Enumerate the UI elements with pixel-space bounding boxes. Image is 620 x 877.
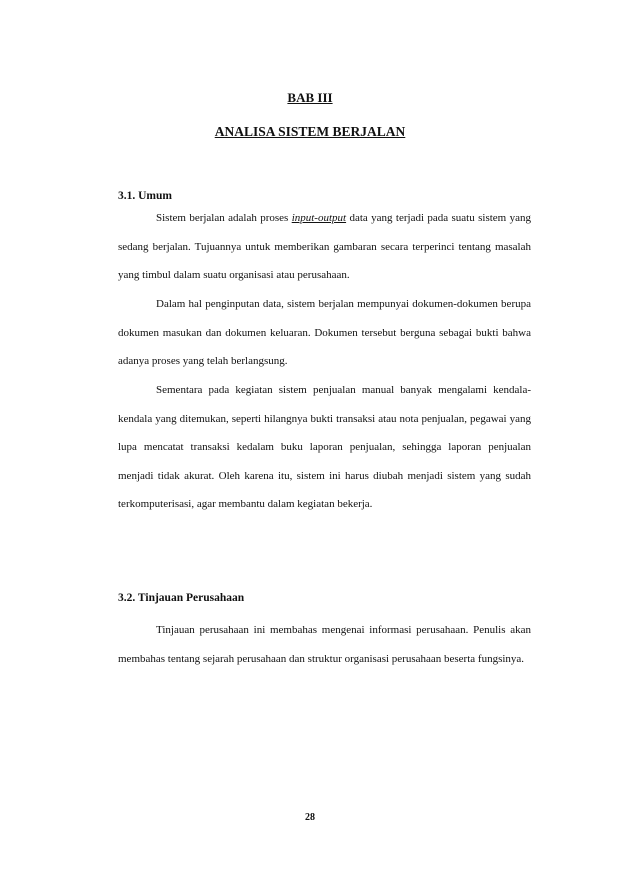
section-heading-umum: 3.1. Umum: [118, 190, 172, 202]
paragraph-penginputan-data: [118, 290, 531, 376]
paragraph-tinjauan-perusahaan: [118, 616, 531, 673]
chapter-title: ANALISA SISTEM BERJALAN: [214, 124, 406, 139]
paragraph-text: Tinjauan perusahaan ini membahas mengenai informasi perusahaan. Penulis akan membahas tentang sejarah perusahaan dan struktur organisasi perusahaan beserta fungsinya.: [118, 624, 531, 665]
paragraph-text: Sementara pada kegiatan sistem penjualan manual banyak mengalami kendala-kendala yang ditemukan, seperti hilangnya bukti transaksi atau nota penjualan, pegawai yang lupa mencatat transaksi kedalam buku laporan penjualan, sehingga laporan penjualan menjadi tidak akurat. Oleh karena itu, sistem ini harus diubah menjadi sistem yang sudah terkomputerisasi, agar membantu dalam kegiatan bekerja.: [118, 384, 531, 511]
emphasis-input-output: input-output: [291, 212, 347, 224]
section-heading-tinjauan: 3.2. Tinjauan Perusahaan: [118, 592, 245, 604]
page-number: 28: [305, 812, 315, 823]
paragraph-kendala: [118, 376, 531, 519]
paragraph-text: Sistem berjalan adalah proses: [156, 212, 292, 224]
paragraph-text: Dalam hal penginputan data, sistem berjalan mempunyai dokumen-dokumen berupa dokumen masukan dan dokumen keluaran. Dokumen tersebut berguna sebagai bukti bahwa adanya proses yang telah berlangsung.: [118, 298, 531, 368]
paragraph-text: data yang terjadi pada suatu sistem yang sedang berjalan. Tujuannya untuk memberikan gambaran secara terperinci tentang masalah yang timbul dalam suatu organisasi atau perusahaan.: [118, 212, 531, 282]
chapter-number: BAB III: [287, 90, 333, 105]
paragraph-sistem-berjalan: [118, 204, 531, 290]
